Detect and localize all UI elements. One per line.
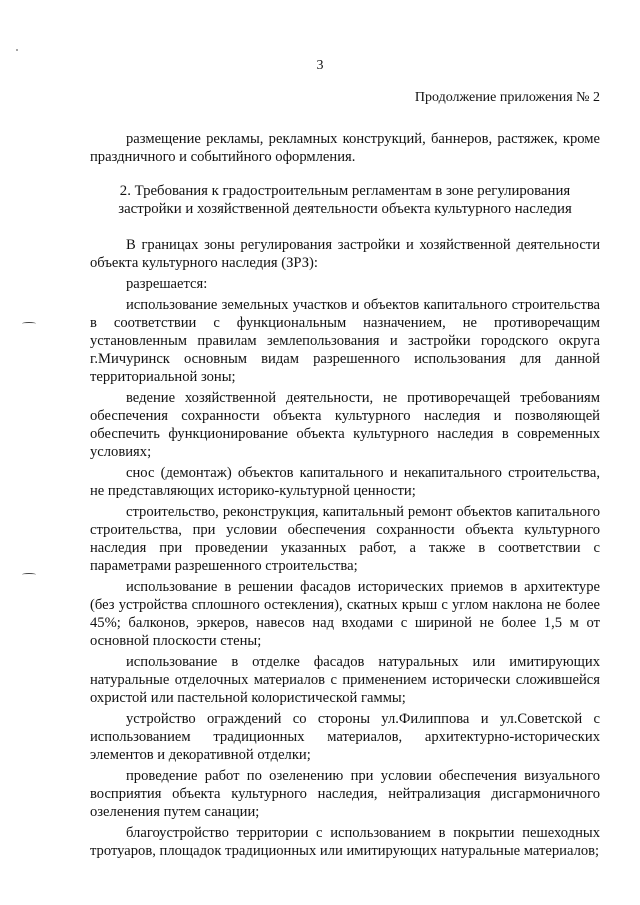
appendix-continuation-note: Продолжение приложения № 2 [414,90,600,105]
list-item: использование земельных участков и объектов капитального строительства в соответствии с функциональным назначением, не противоречащим установленным правилам землепользования и застройки городского округа г.Мичуринск основным видам разрешенного использования для данной территориальной зоны; [90,297,600,385]
list-item: благоустройство территории с использованием в покрытии пешеходных тротуаров, площадок традиционных или имитирующих натуральные материалов; [90,825,600,859]
list-item: устройство ограждений со стороны ул.Филиппова и ул.Советской с использованием традиционных материалов, архитектурно-исторических элементов и декоративной отделки; [90,711,600,763]
section-heading: 2. Требования к градостроительным регламентам в зоне регулирования застройки и хозяйственной деятельности объекта культурного наследия [118,183,572,217]
page-number: 3 [316,58,324,73]
list-item: ведение хозяйственной деятельности, не противоречащей требованиям обеспечения сохранности объекта культурного наследия и позволяющей обеспечить функционирование объекта культурного наследия в современных условиях; [90,390,600,460]
binding-hole-mark [22,573,36,576]
list-item: использование в отделке фасадов натуральных или имитирующих натуральные отделочных материалов с применением исторически сложившейся охристой или пастельной колористической гаммы; [90,654,600,706]
list-item: снос (демонтаж) объектов капитального и некапитального строительства, не представляющих историко-культурной ценности; [90,465,600,499]
list-item: проведение работ по озеленению при условии обеспечения визуального восприятия объекта культурного наследия, нейтрализация дисгармоничного озеленения путем санации; [90,768,600,820]
zone-intro-paragraph: В границах зоны регулирования застройки и хозяйственной деятельности объекта культурного наследия (ЗРЗ): [90,237,600,271]
allowed-label: разрешается: [126,276,208,292]
list-item: строительство, реконструкция, капитальный ремонт объектов капитального строительства, при условии обеспечения сохранности объекта культурного наследия при проведении указанных работ, а также в соответствии с параметрами разрешенного строительства; [90,504,600,574]
list-item: использование в решении фасадов исторических приемов в архитектуре (без устройства сплошного остекления), скатных крыш с углом наклона не более 45%; балконов, эркеров, навесов над входами с шириной не более 1,5 м от основной плоскости стены; [90,579,600,649]
binding-hole-mark [22,322,36,325]
intro-paragraph: размещение рекламы, рекламных конструкций, баннеров, растяжек, кроме праздничного и событийного оформления. [90,131,600,165]
document-body [90,130,600,863]
scan-speck [16,49,18,51]
